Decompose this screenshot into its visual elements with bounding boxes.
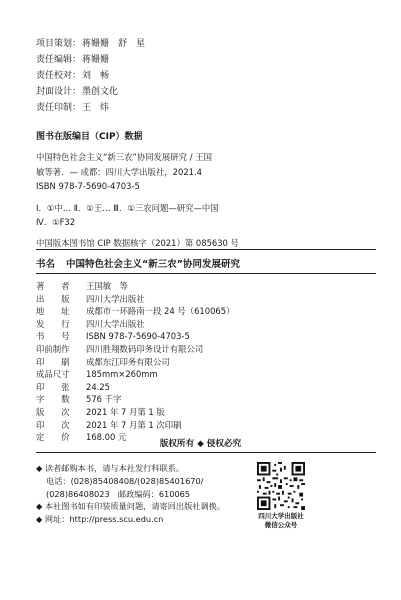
reader-line: ◆ 读者邮购本书，请与本社发行科联系。 [36, 463, 185, 473]
staff-row [36, 84, 145, 100]
pub-row [36, 280, 234, 293]
pub-value: 2021 年 7 月第 1 次印刷 [86, 419, 182, 430]
staff-role: 项目策划： [36, 39, 82, 49]
pub-value: 168.00 元 [86, 432, 127, 443]
pub-label: 出 版 [36, 293, 70, 304]
staff-row [36, 68, 145, 84]
qr-caption-line: 微信公众号 [264, 521, 298, 529]
pub-value: 成都市一环路南一段 24 号（610065） [86, 306, 235, 317]
qr-code-icon [257, 462, 305, 510]
pub-label: 印 次 [36, 419, 70, 430]
pub-row [36, 293, 234, 306]
rights-notice: 版权所有 ◆ 侵权必究 [159, 439, 242, 449]
pub-value: ISBN 978-7-5690-4703-5 [86, 331, 190, 342]
pub-label: 印前制作 [36, 343, 70, 354]
staff-role: 责任印制： [36, 103, 82, 113]
pub-label: 版 次 [36, 406, 70, 417]
qr-caption-line: 四川大学出版社 [258, 512, 304, 520]
pub-label: 印 张 [36, 381, 70, 392]
book-label: 书名 [36, 259, 56, 270]
cip-block [36, 130, 376, 251]
pub-label: 地 址 [36, 306, 70, 317]
pub-value: 185mm×260mm [86, 369, 158, 380]
cip-line: 中国特色社会主义“新三农”协同发展研究 / 王国 [36, 152, 212, 163]
reader-notes [36, 462, 225, 526]
pub-value: 四川大学出版社 [86, 293, 145, 304]
pub-label: 成品尺寸 [36, 369, 70, 380]
pub-label: 书 号 [36, 331, 70, 342]
staff-row [36, 36, 145, 52]
divider [36, 273, 376, 274]
book-title-row [36, 256, 240, 270]
cip-subject-line: Ⅳ．①F32 [36, 217, 76, 228]
publication-info [36, 280, 234, 444]
pub-row [36, 368, 234, 381]
staff-name: 蒋姗姗 舒 星 [82, 39, 146, 49]
cip-title: 图书在版编目（CIP）数据 [36, 132, 143, 142]
pub-row [36, 343, 234, 356]
pub-label: 字 数 [36, 394, 70, 405]
phone-line: (028)86408023 邮政编码：610065 [46, 488, 191, 499]
qr-caption [240, 512, 322, 530]
defect-line: ◆ 本社图书如有印装质量问题，请寄回出版社调换。 [36, 501, 226, 512]
divider [36, 249, 376, 250]
pub-value: 576 千字 [86, 394, 122, 405]
pub-row [36, 330, 234, 343]
pub-row [36, 305, 234, 318]
pub-value: 四川大学出版社 [86, 318, 145, 329]
pub-row [36, 419, 234, 432]
pub-row [36, 356, 234, 369]
pub-value: 2021 年 7 月第 1 版 [86, 406, 165, 417]
staff-name: 王 炜 [82, 103, 110, 113]
staff-name: 墨创文化 [82, 87, 119, 97]
pub-value: 四川胜翔数码印务设计有限公司 [86, 343, 204, 354]
staff-name: 刘 畅 [82, 71, 110, 81]
staff-row [36, 52, 145, 68]
pub-value: 王国敏 等 [86, 281, 128, 291]
pub-row [36, 393, 234, 406]
pub-label: 定 价 [36, 432, 70, 443]
pub-label: 印 刷 [36, 356, 70, 367]
divider [36, 452, 376, 453]
pub-value: 24.25 [86, 381, 110, 392]
pub-row [36, 406, 234, 419]
staff-role: 封面设计： [36, 87, 82, 97]
phone-line: 电话：(028)85408408/(028)85401670/ [46, 475, 204, 486]
staff-role: 责任校对： [36, 71, 82, 81]
pub-label: 著 者 [36, 281, 70, 291]
cip-line: 敏等著．— 成都：四川大学出版社，2021.4 [36, 166, 202, 177]
pub-label: 发 行 [36, 318, 70, 329]
staff-name: 蒋姗姗 [82, 55, 110, 65]
staff-row [36, 100, 145, 116]
pub-value: 成都东江印务有限公司 [86, 356, 170, 367]
cip-subjects [36, 201, 376, 230]
cip-core-data: 中国版本图书馆 CIP 数据核字（2021）第 085630 号 [36, 238, 239, 249]
cip-subject-line: Ⅰ．①中… Ⅱ．①王… Ⅲ．①三农问题—研究—中国 [36, 202, 219, 213]
staff-credits [36, 36, 145, 116]
website-line: ◆ 网址：http://press.scu.edu.cn [36, 514, 164, 525]
pub-row [36, 318, 234, 331]
book-title: 中国特色社会主义“新三农”协同发展研究 [66, 259, 240, 270]
pub-row [36, 381, 234, 394]
cip-line: ISBN 978-7-5690-4703-5 [36, 181, 140, 192]
staff-role: 责任编辑： [36, 55, 82, 65]
